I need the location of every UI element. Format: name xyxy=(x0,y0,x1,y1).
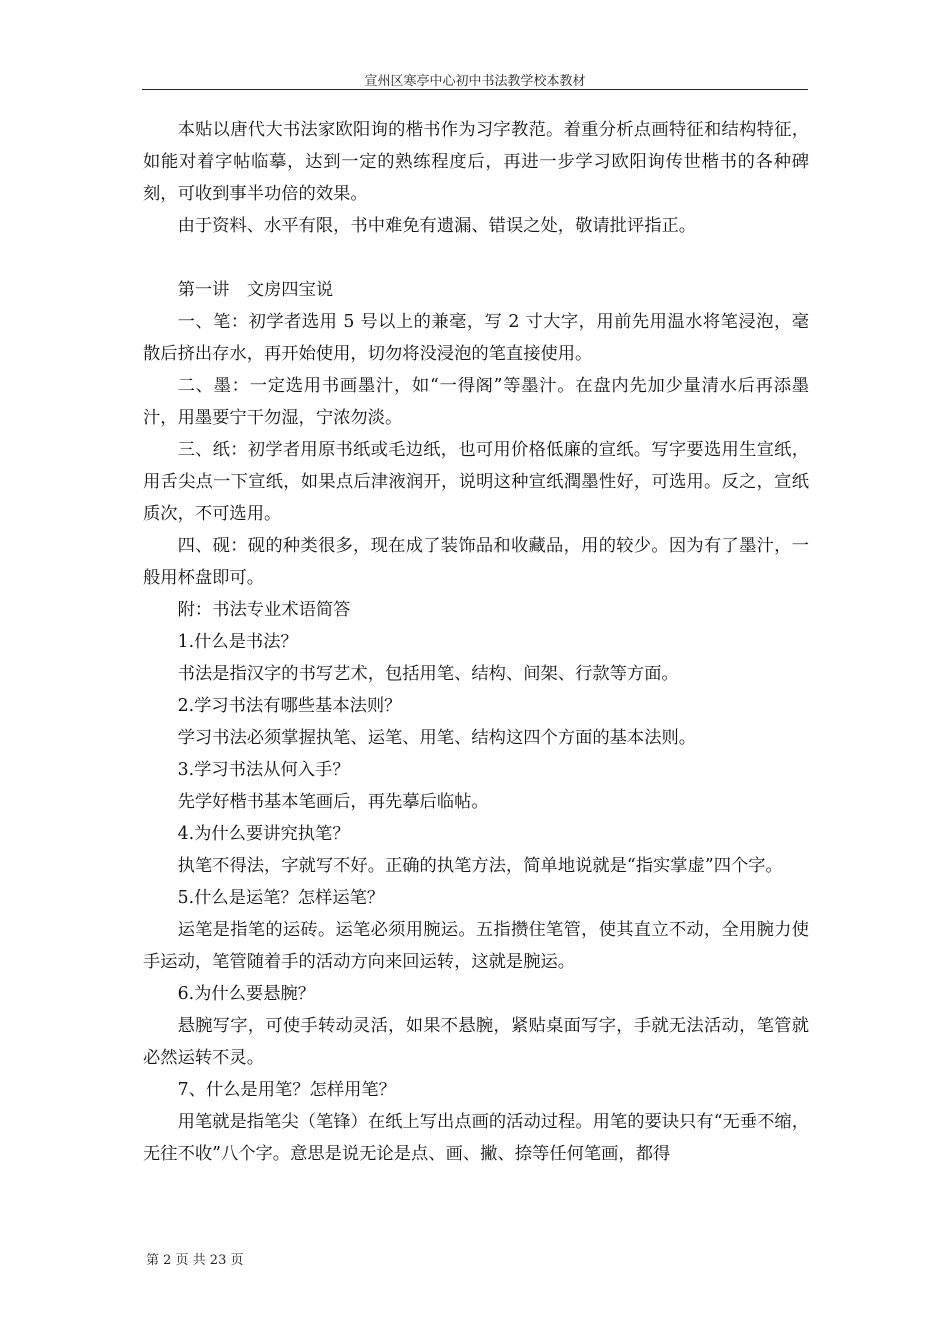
answer-3: 先学好楷书基本笔画后，再先摹后临帖。 xyxy=(177,792,489,812)
question-4: 4.为什么要讲究执笔？ xyxy=(177,824,350,844)
paper-paragraph: 三、纸：初学者用原书纸或毛边纸，也可用价格低廉的宣纸。写字要选用生宣纸，用舌尖点一下宣纸，如果点后津液润开，说明这种宣纸潤墨性好，可选用。反之，宣纸质次，不可选用。 xyxy=(143,440,809,524)
answer-4: 执笔不得法，字就写不好。正确的执笔方法，简单地说就是“指实掌虚”四个字。 xyxy=(177,856,783,876)
question-6: 6.为什么要悬腕？ xyxy=(177,984,316,1004)
brush-paragraph: 一、笔：初学者选用 5 号以上的兼毫，写 2 寸大字，用前先用温水将笔浸泡，毫散后挤出存水，再开始使用，切勿将没浸泡的笔直接使用。 xyxy=(143,312,809,364)
page-header: 宣州区寒亭中心初中书法教学校本教材 xyxy=(364,74,586,89)
apology-paragraph: 由于资料、水平有限，书中难免有遗漏、错误之处，敬请批评指正。 xyxy=(177,216,697,236)
ink-paragraph: 二、墨：一定选用书画墨汁，如“一得阁”等墨汁。在盘内先加少量清水后再添墨汁，用墨要宁干勿湿，宁浓勿淡。 xyxy=(143,376,809,428)
inkstone-paragraph: 四、砚：砚的种类很多，现在成了装饰品和收藏品，用的较少。因为有了墨汁，一般用杯盘即可。 xyxy=(143,536,809,588)
blank-line xyxy=(143,242,809,274)
intro-paragraph: 本贴以唐代大书法家欧阳询的楷书作为习字教范。着重分析点画特征和结构特征，如能对着字帖临摹，达到一定的熟练程度后，再进一步学习欧阳询传世楷书的各种碑刻，可收到事半功倍的效果。 xyxy=(143,120,809,204)
question-5: 5.什么是运笔？怎样运笔？ xyxy=(177,888,385,908)
header-rule xyxy=(142,89,808,90)
page-footer: 第 2 页 共 23 页 xyxy=(146,1253,244,1268)
answer-1: 书法是指汉字的书写艺术，包括用笔、结构、间架、行款等方面。 xyxy=(177,664,679,684)
answer-5: 运笔是指笔的运砖。运笔必须用腕运。五指攒住笔管，使其直立不动，全用腕力使手运动，笔管随着手的活动方向来回运转，这就是腕运。 xyxy=(143,920,809,972)
answer-7: 用笔就是指笔尖（笔锋）在纸上写出点画的活动过程。用笔的要诀只有“无垂不缩，无往不收”八个字。意思是说无论是点、画、撇、捺等任何笔画，都得 xyxy=(143,1112,809,1164)
question-7: 7、什么是用笔？怎样用笔？ xyxy=(177,1080,396,1100)
appendix-heading: 附：书法专业术语简答 xyxy=(177,600,351,620)
question-1: 1.什么是书法？ xyxy=(177,632,298,652)
question-3: 3.学习书法从何入手？ xyxy=(177,760,350,780)
lecture-heading: 第一讲 文房四宝说 xyxy=(177,280,334,300)
answer-6: 悬腕写字，可使手转动灵活，如果不悬腕，紧贴桌面写字，手就无法活动，笔管就必然运转不灵。 xyxy=(143,1016,809,1068)
question-2: 2.学习书法有哪些基本法则？ xyxy=(177,696,402,716)
answer-2: 学习书法必须掌握执笔、运笔、用笔、结构这四个方面的基本法则。 xyxy=(177,728,697,748)
document-body xyxy=(143,114,809,1170)
